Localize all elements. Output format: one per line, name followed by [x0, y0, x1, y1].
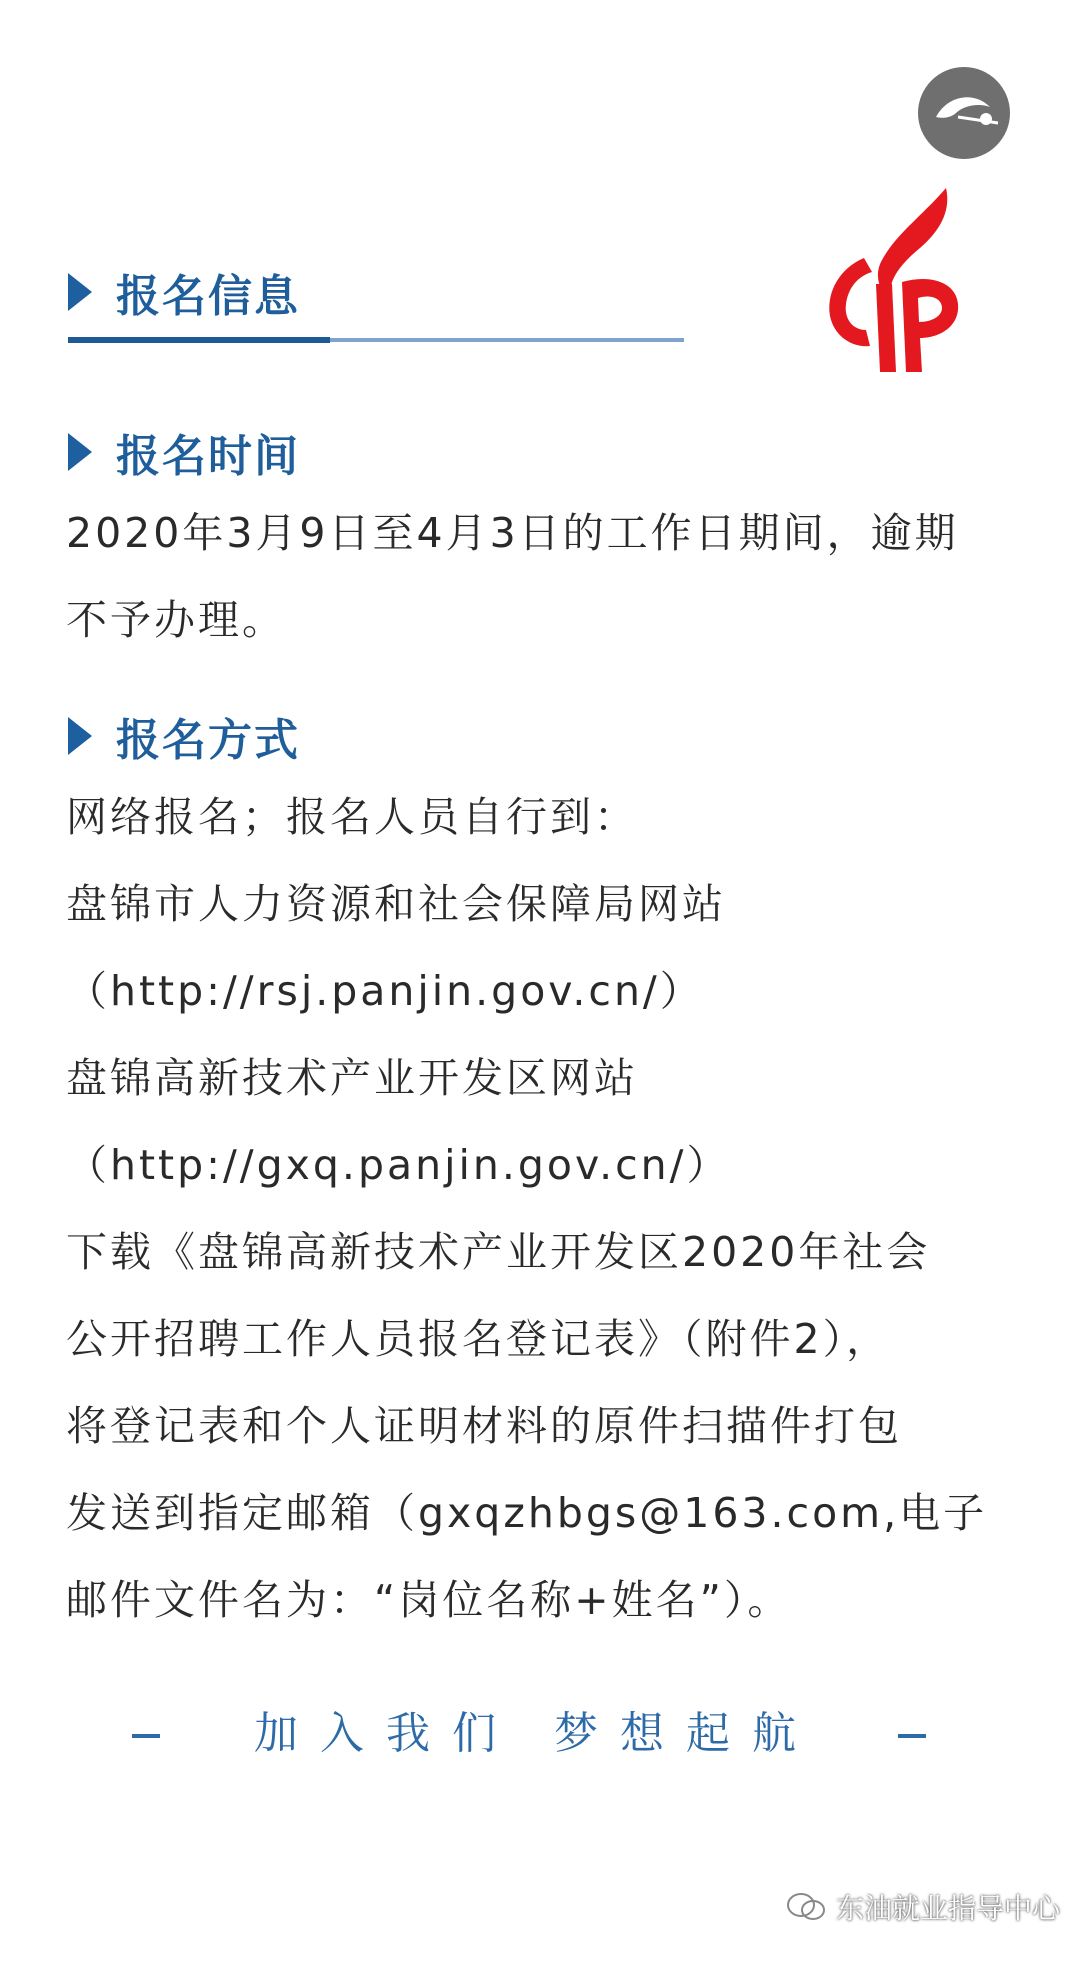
- wechat-icon: [786, 1891, 826, 1923]
- red-flame-emblem-icon: [826, 188, 966, 372]
- slogan-text: 加入我们 梦想起航: [254, 1708, 818, 1759]
- text-line: 不予办理。: [66, 596, 286, 644]
- registration-time-text: [66, 490, 1016, 664]
- section-heading-time: [68, 422, 300, 482]
- triangle-bullet-icon: [68, 433, 92, 471]
- page-title: 报名信息: [116, 271, 300, 322]
- section-heading-method: [68, 706, 300, 766]
- watermark: [786, 1887, 1060, 1927]
- dash-right: [898, 1734, 926, 1738]
- heading-underline-accent: [68, 337, 330, 343]
- text-line: 网络报名；报名人员自行到：: [66, 793, 638, 841]
- section-title: 报名时间: [116, 431, 300, 482]
- text-line: 将登记表和个人证明材料的原件扫描件打包: [66, 1402, 902, 1450]
- circle-logo-icon[interactable]: [918, 67, 1010, 159]
- url-link-gxq[interactable]: （http://gxq.panjin.gov.cn/）: [66, 1141, 731, 1189]
- section-title: 报名方式: [116, 715, 300, 766]
- main-section-heading: [68, 262, 300, 322]
- url-link-rsj[interactable]: （http://rsj.panjin.gov.cn/）: [66, 967, 704, 1015]
- text-line: 公开招聘工作人员报名登记表》（附件2），: [66, 1315, 891, 1363]
- registration-method-text: [66, 774, 1016, 1644]
- heading-underline: [68, 338, 684, 342]
- text-line: 盘锦高新技术产业开发区网站: [66, 1054, 638, 1102]
- text-line: 下载《盘锦高新技术产业开发区2020年社会: [66, 1228, 931, 1276]
- triangle-bullet-icon: [68, 717, 92, 755]
- triangle-bullet-icon: [68, 273, 92, 311]
- watermark-text: 东油就业指导中心: [836, 1892, 1061, 1925]
- dash-left: [132, 1734, 160, 1738]
- text-line: 盘锦市人力资源和社会保障局网站: [66, 880, 726, 928]
- text-line: 邮件文件名为：“岗位名称+姓名”）。: [66, 1576, 792, 1624]
- text-line: 2020年3月9日至4月3日的工作日期间，逾期: [66, 509, 959, 557]
- email-line: 发送到指定邮箱（gxqzhbgs@163.com,电子: [66, 1489, 988, 1537]
- slogan-banner: [0, 1704, 1080, 1764]
